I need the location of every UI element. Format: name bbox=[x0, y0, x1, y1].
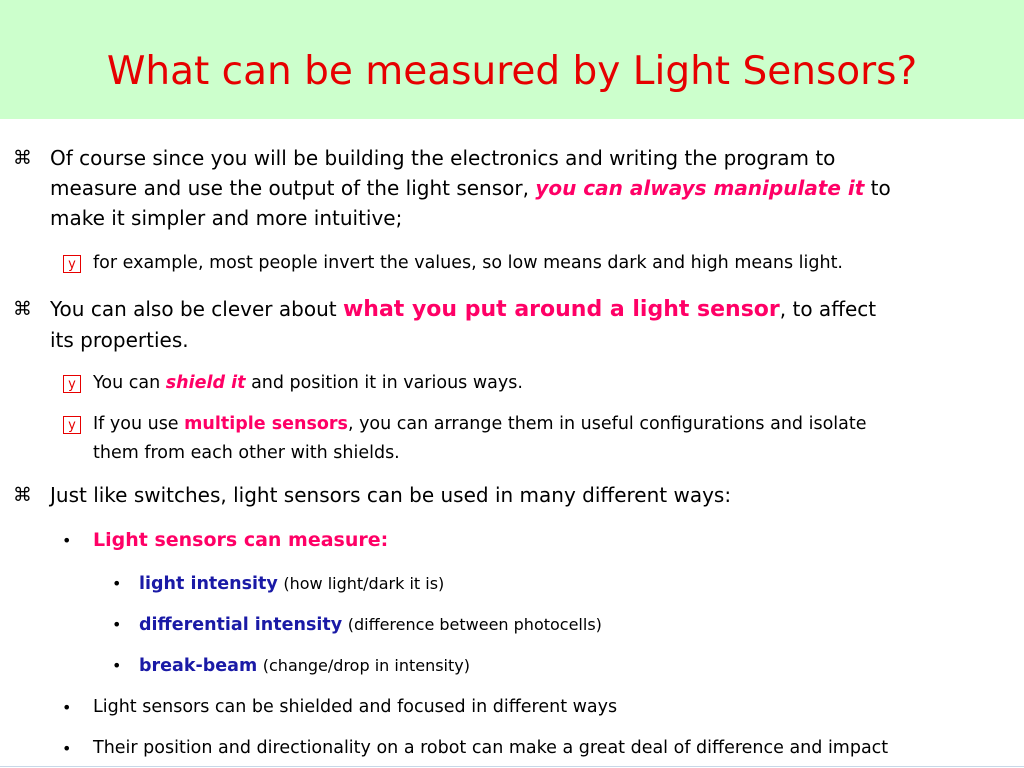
bullet-1-sub: for example, most people invert the values, so low means dark and high means light. bbox=[93, 253, 843, 273]
dot-bullet-icon: • bbox=[62, 698, 72, 717]
slide-title: What can be measured by Light Sensors? bbox=[106, 49, 918, 94]
measure-item bbox=[139, 610, 999, 640]
checkbox-bullet-icon: y bbox=[63, 375, 81, 393]
bullet-2-sub-1-pre: You can bbox=[93, 373, 161, 393]
measure-desc: (change/drop in intensity) bbox=[262, 656, 470, 675]
bullet-3-sub-2: Light sensors can be shielded and focused in different ways bbox=[93, 697, 618, 717]
bullet-2-line1-post: , to affect bbox=[779, 297, 877, 321]
bullet-2-emphasis: what you put around a light sensor bbox=[342, 297, 780, 322]
command-bullet-icon: ⌘ bbox=[13, 147, 32, 169]
bullet-2-sub-1-post: and position it in various ways. bbox=[251, 373, 523, 393]
command-bullet-icon: ⌘ bbox=[13, 298, 32, 320]
measure-item bbox=[139, 569, 999, 599]
dot-bullet-icon: • bbox=[62, 531, 72, 550]
checkbox-bullet-icon: y bbox=[63, 255, 81, 273]
bullet-2-sub-1 bbox=[93, 369, 993, 398]
measure-desc: (how light/dark it is) bbox=[283, 574, 445, 593]
dot-bullet-icon: • bbox=[112, 615, 122, 634]
command-bullet-icon: ⌘ bbox=[13, 484, 32, 506]
measure-term: break-beam bbox=[139, 656, 258, 676]
bullet-1-emphasis: you can always manipulate it bbox=[535, 176, 865, 200]
checkbox-bullet-icon: y bbox=[63, 416, 81, 434]
bullet-2-line2: its properties. bbox=[50, 328, 189, 352]
measure-desc: (difference between photocells) bbox=[347, 615, 602, 634]
measure-item bbox=[139, 651, 999, 681]
bullet-1 bbox=[50, 143, 1000, 233]
bullet-2-sub-2 bbox=[93, 410, 993, 468]
bullet-1-line3: make it simpler and more intuitive; bbox=[50, 206, 403, 230]
bullet-1-line2-post: to bbox=[870, 176, 891, 200]
bullet-2-sub-2-line2: them from each other with shields. bbox=[93, 443, 400, 463]
bullet-3-sub-heading: Light sensors can measure: bbox=[93, 529, 389, 551]
dot-bullet-icon: • bbox=[112, 656, 122, 675]
bullet-1-line2-pre: measure and use the output of the light sensor, bbox=[50, 176, 529, 200]
bullet-2-sub-2-emphasis: multiple sensors bbox=[184, 414, 348, 434]
bullet-2-sub-2-post: , you can arrange them in useful configurations and isolate bbox=[347, 414, 867, 434]
bullet-2-line1-pre: You can also be clever about bbox=[50, 297, 337, 321]
bullet-2-sub-2-pre: If you use bbox=[93, 414, 179, 434]
bullet-2 bbox=[50, 294, 1000, 355]
dot-bullet-icon: • bbox=[112, 574, 122, 593]
bottom-divider bbox=[0, 766, 1024, 767]
bullet-1-line1: Of course since you will be building the electronics and writing the program to bbox=[50, 146, 836, 170]
dot-bullet-icon: • bbox=[62, 739, 72, 758]
measure-term: light intensity bbox=[139, 574, 278, 594]
measure-term: differential intensity bbox=[139, 615, 343, 635]
bullet-3-sub-3: Their position and directionality on a robot can make a great deal of difference and impact bbox=[93, 738, 889, 758]
bullet-2-sub-1-emphasis: shield it bbox=[165, 373, 246, 393]
bullet-3: Just like switches, light sensors can be used in many different ways: bbox=[50, 483, 732, 507]
